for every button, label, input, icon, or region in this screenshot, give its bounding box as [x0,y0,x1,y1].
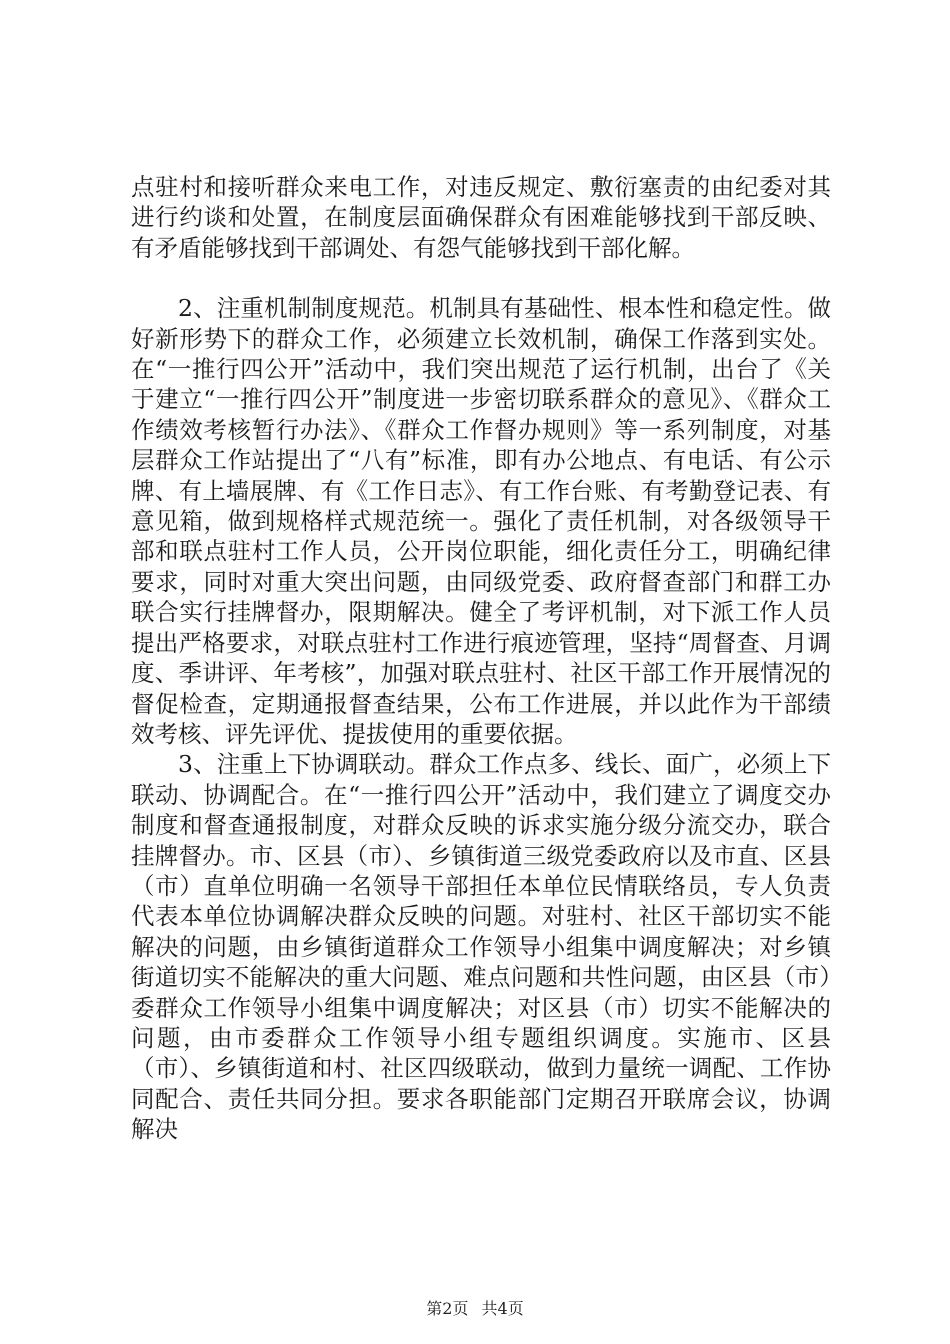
page-total: 共4页 [481,1299,524,1318]
document-body [131,172,831,1145]
paragraph-coordination-linkage: 3、注重上下协调联动。群众工作点多、线长、面广，必须上下联动、协调配合。在“一推行四公开”活动中，我们建立了调度交办制度和督查通报制度，对群众反映的诉求实施分级分流交办，联合挂牌督办。市、区县（市）、乡镇街道三级党委政府以及市直、区县（市）直单位明确一名领导干部担任本单位民情联络员，专人负责代表本单位协调解决群众反映的问题。对驻村、社区干部切实不能解决的问题，由乡镇街道群众工作领导小组集中调度解决；对乡镇街道切实不能解决的重大问题、难点问题和共性问题，由区县（市）委群众工作领导小组集中调度解决；对区县（市）切实不能解决的问题，由市委群众工作领导小组专题组织调度。实施市、区县（市）、乡镇街道和村、社区四级联动，做到力量统一调配、工作协同配合、责任共同分担。要求各职能部门定期召开联席会议，协调解决 [131,750,831,1144]
paragraph-continuation: 点驻村和接听群众来电工作，对违反规定、敷衍塞责的由纪委对其进行约谈和处置，在制度层面确保群众有困难能够找到干部反映、有矛盾能够找到干部调处、有怨气能够找到干部化解。 [131,173,831,262]
page-footer [0,1299,950,1319]
paragraph-mechanism-standards: 2、注重机制制度规范。机制具有基础性、根本性和稳定性。做好新形势下的群众工作，必须建立长效机制，确保工作落到实处。在“一推行四公开”活动中，我们突出规范了运行机制，出台了《关于建立“一推行四公开”制度进一步密切联系群众的意见》、《群众工作绩效考核暂行办法》、《群众工作督办规则》等一系列制度，对基层群众工作站提出了“八有”标准，即有办公地点、有电话、有公示牌、有上墙展牌、有《工作日志》、有工作台账、有考勤登记表、有意见箱，做到规格样式规范统一。强化了责任机制，对各级领导干部和联点驻村工作人员，公开岗位职能，细化责任分工，明确纪律要求，同时对重大突出问题，由同级党委、政府督查部门和群工办联合实行挂牌督办，限期解决。健全了考评机制，对下派工作人员提出严格要求，对联点驻村工作进行痕迹管理，坚持“周督查、月调度、季讲评、年考核”，加强对联点驻村、社区干部工作开展情况的督促检查，定期通报督查结果，公布工作进展，并以此作为干部绩效考核、评先评优、提拔使用的重要依据。 [131,294,831,748]
page-number: 第2页 [426,1299,469,1318]
